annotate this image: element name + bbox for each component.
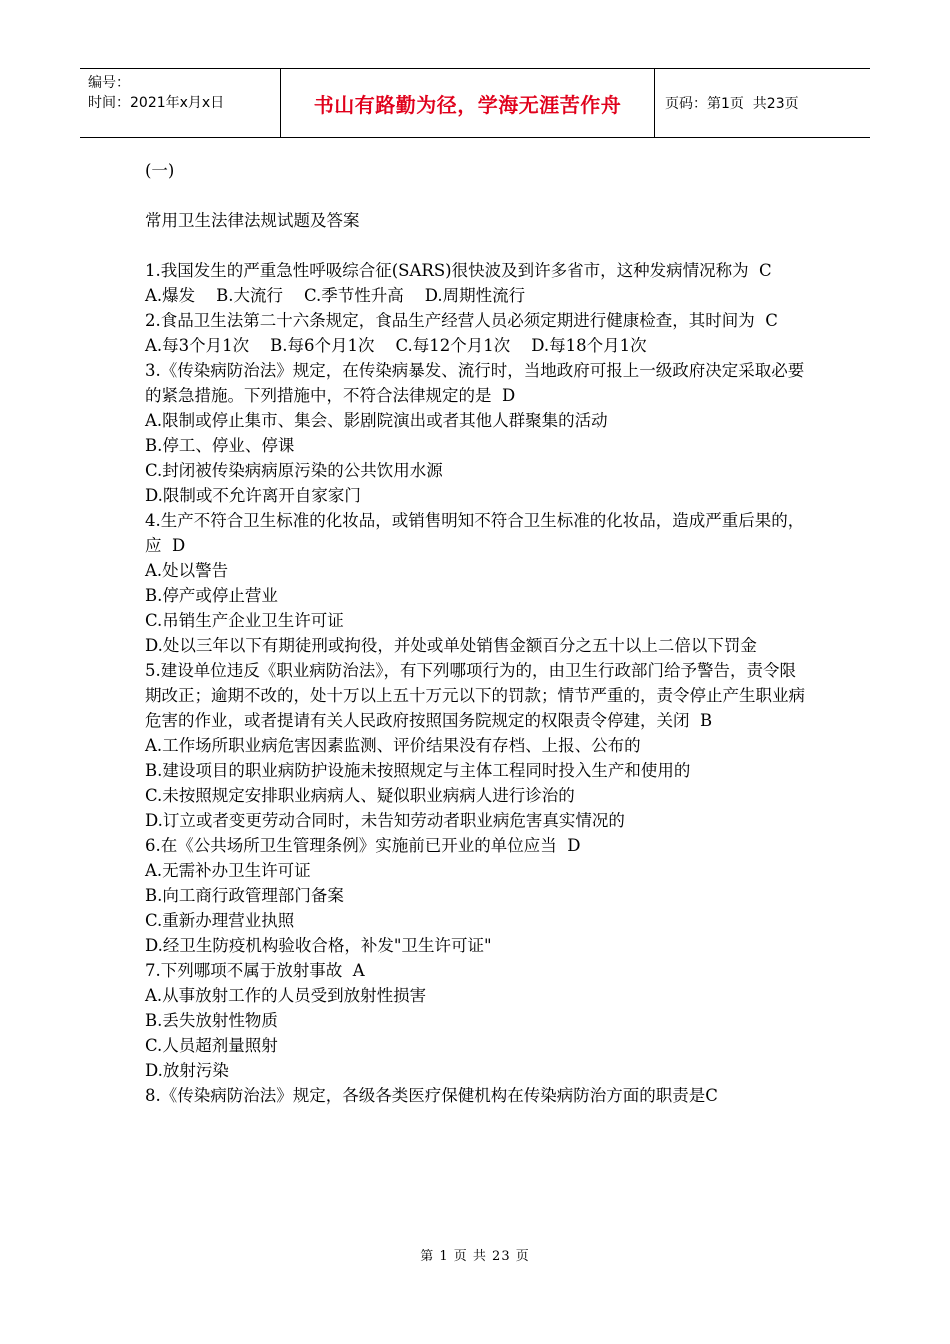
spacer: [145, 183, 805, 208]
option-line: A.每3个月1次 B.每6个月1次 C.每12个月1次 D.每18个月1次: [145, 336, 647, 355]
header-table: [80, 68, 870, 138]
option-line: C.人员超剂量照射: [145, 1036, 278, 1055]
option-line: B.停工、停业、停课: [145, 436, 295, 455]
section-marker: (一): [145, 161, 175, 180]
option-line: A.爆发 B.大流行 C.季节性升高 D.周期性流行: [145, 286, 526, 305]
header-page-cell: [655, 69, 870, 137]
document-number-label: 编号：: [88, 75, 130, 91]
option-line: D.放射污染: [145, 1061, 229, 1080]
option-line: B.建设项目的职业病防护设施未按照规定与主体工程同时投入生产和使用的: [145, 761, 691, 780]
option-line: B.停产或停止营业: [145, 586, 278, 605]
question-line: 6.在《公共场所卫生管理条例》实施前已开业的单位应当 D: [145, 836, 581, 855]
option-line: A.无需补办卫生许可证: [145, 861, 311, 880]
option-line: A.工作场所职业病危害因素监测、评价结果没有存档、上报、公布的: [145, 736, 641, 755]
option-line: C.吊销生产企业卫生许可证: [145, 611, 344, 630]
page-footer: [0, 1245, 950, 1264]
question-line: 3.《传染病防治法》规定，在传染病暴发、流行时，当地政府可报上一级政府决定采取必要的紧急措施。下列措施中，不符合法律规定的是 D: [145, 361, 805, 405]
question-line: 8.《传染病防治法》规定，各级各类医疗保健机构在传染病防治方面的职责是C: [145, 1086, 718, 1105]
document-date: 时间：2021年x月x日: [88, 95, 225, 111]
header-motto: 书山有路勤为径，学海无涯苦作舟: [313, 92, 622, 117]
option-line: D.限制或不允许离开自家家门: [145, 486, 361, 505]
option-line: A.从事放射工作的人员受到放射性损害: [145, 986, 427, 1005]
question-line: 5.建设单位违反《职业病防治法》，有下列哪项行为的，由卫生行政部门给予警告，责令限期改正；逾期不改的，处十万以上五十万元以下的罚款；情节严重的，责令停止产生职业病危害的作业，或者提请有关人民政府按照国务院规定的权限责令停建，关闭 B: [145, 661, 805, 730]
question-line: 4.生产不符合卫生标准的化妆品，或销售明知不符合卫生标准的化妆品，造成严重后果的，应 D: [145, 511, 805, 555]
option-line: A.处以警告: [145, 561, 229, 580]
option-line: B.丢失放射性物质: [145, 1011, 278, 1030]
header-motto-cell: [281, 69, 655, 137]
spacer: [145, 233, 805, 258]
footer-page-number: 第 1 页 共 23 页: [420, 1249, 530, 1264]
option-line: C.封闭被传染病病原污染的公共饮用水源: [145, 461, 443, 480]
option-line: D.经卫生防疫机构验收合格，补发"卫生许可证": [145, 936, 492, 955]
question-line: 2.食品卫生法第二十六条规定，食品生产经营人员必须定期进行健康检查，其时间为 C: [145, 311, 778, 330]
question-line: 1.我国发生的严重急性呼吸综合征(SARS)很快波及到许多省市，这种发病情况称为 C: [145, 261, 772, 280]
header-meta-cell: [80, 69, 281, 137]
option-line: D.处以三年以下有期徒刑或拘役，并处或单处销售金额百分之五十以上二倍以下罚金: [145, 636, 757, 655]
option-line: A.限制或停止集市、集会、影剧院演出或者其他人群聚集的活动: [145, 411, 608, 430]
option-line: B.向工商行政管理部门备案: [145, 886, 344, 905]
option-line: C.重新办理营业执照: [145, 911, 295, 930]
document-body: [145, 158, 805, 1108]
document-title: 常用卫生法律法规试题及答案: [145, 211, 360, 230]
header-page-info: 页码：第1页 共23页: [665, 96, 799, 112]
option-line: D.订立或者变更劳动合同时，未告知劳动者职业病危害真实情况的: [145, 811, 625, 830]
option-line: C.未按照规定安排职业病病人、疑似职业病病人进行诊治的: [145, 786, 575, 805]
question-line: 7.下列哪项不属于放射事故 A: [145, 961, 365, 980]
